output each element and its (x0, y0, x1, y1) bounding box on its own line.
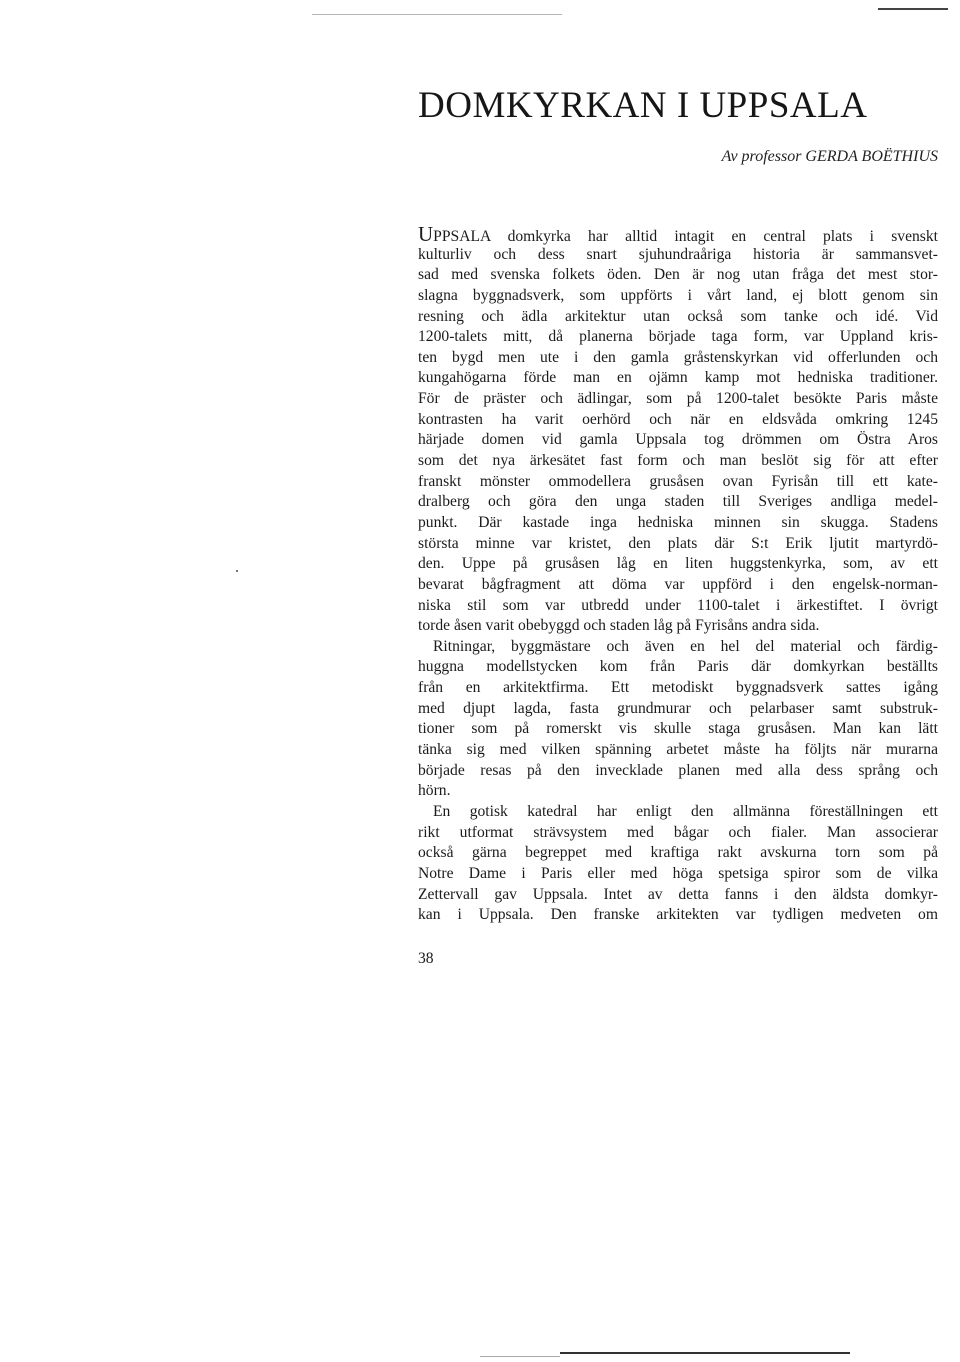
article-line-text: PPSALA domkyrka har alltid intagit en central plats i svenskt (433, 228, 938, 245)
article-line: niska stil som var utbredd under 1100-talet i ärkestiftet. I övrigt (418, 596, 938, 614)
article-line: kulturliv och dess snart sjuhundraåriga historia är sammansvet- (418, 245, 938, 263)
article-line: största minne var kristet, den plats där S:t Erik ljutit martyrdö- (418, 534, 938, 552)
article-line: resning och ädla arkitektur utan också som tanke och idé. Vid (418, 307, 938, 325)
article-line: började resas på den invecklade planen med alla dess språng och (418, 761, 938, 779)
article-title: DOMKYRKAN I UPPSALA (418, 85, 868, 126)
article-line: tioner som på romerskt vis skulle staga grusåsen. Man kan lätt (418, 720, 938, 738)
article-line: torde åsen varit obebyggd och staden låg på Fyrisåns andra sida. (418, 617, 820, 635)
article-line: Ritningar, byggmästare och även en hel del material och färdig- (433, 637, 938, 655)
article-line: En gotisk katedral har enligt den allmänna föreställningen ett (433, 802, 938, 820)
article-line: tänka sig med vilken spänning arbetet måste ha följts när murarna (418, 741, 938, 759)
article-line: Zettervall gav Uppsala. Intet av detta fanns i den äldsta domkyr- (418, 885, 938, 903)
scan-artifact-top (312, 14, 562, 15)
article-line: kan i Uppsala. Den franske arkitekten var tydligen medveten om (418, 906, 938, 924)
scan-artifact-bottom-faint (480, 1356, 560, 1357)
article-line: härjade domen vid gamla Uppsala tog drömmen om Östra Aros (418, 431, 938, 449)
article-body (418, 224, 938, 926)
article-line: punkt. Där kastade inga hedniska minnen sin skugga. Stadens (418, 513, 938, 531)
article-line: också gärna begreppet med kraftiga rakt avskurna torn som på (418, 844, 938, 862)
article-line: Notre Dame i Paris eller med höga spetsiga spiror som de vilka (418, 864, 938, 882)
article-line: kungahögarna förde man en ojämn kamp mot hedniska traditioner. (418, 369, 938, 387)
article-line: från en arkitektfirma. Ett metodiskt byggnadsverk sattes igång (418, 679, 938, 697)
article-line: bevarat bågfragment att döma var uppförd i den engelsk-norman- (418, 575, 938, 593)
drop-cap: U (418, 222, 434, 246)
author-byline: Av professor GERDA BOËTHIUS (721, 148, 938, 165)
article-line: franskt mönster ommodellera grusåsen ovan Fyrisån till ett kate- (418, 472, 938, 490)
article-line: 1200-talets mitt, då planerna började taga form, var Uppland kris- (418, 328, 938, 346)
article-line: den. Uppe på grusåsen låg en liten huggstenkyrka, som, av ett (418, 555, 938, 573)
article-line: dralberg och göra den unga staden till Sveriges andliga medel- (418, 493, 938, 511)
article-line: sad med svenska folkets öden. Den är nog utan fråga det mest stor- (418, 266, 938, 284)
article-line: kontrasten ha varit oerhörd och när en eldsvåda omkring 1245 (418, 410, 938, 428)
article-line: För de präster och ädlingar, som på 1200-talet besökte Paris måste (418, 390, 938, 408)
article-line: hörn. (418, 782, 451, 800)
page-number: 38 (418, 950, 434, 967)
article-line: som det nya ärkesätet fast form och man beslöt sig för att efter (418, 452, 938, 470)
scan-artifact-top-right (878, 8, 948, 10)
article-line: rikt utformat strävsystem med bågar och fialer. Man associerar (418, 823, 938, 841)
article-line: slagna byggnadsverk, som uppförts i vårt land, ej blott genom sin (418, 286, 938, 304)
scan-artifact-bottom (560, 1352, 850, 1354)
article-line: med djupt lagda, fasta grundmurar och pelarbaser samt substruk- (418, 699, 938, 717)
scan-speck (236, 570, 238, 572)
article-line: ten bygd men ute i den gamla gråstenskyrkan vid offerlunden och (418, 348, 938, 366)
article-line (418, 224, 938, 245)
article-line: huggna modellstycken kom från Paris där domkyrkan beställts (418, 658, 938, 676)
